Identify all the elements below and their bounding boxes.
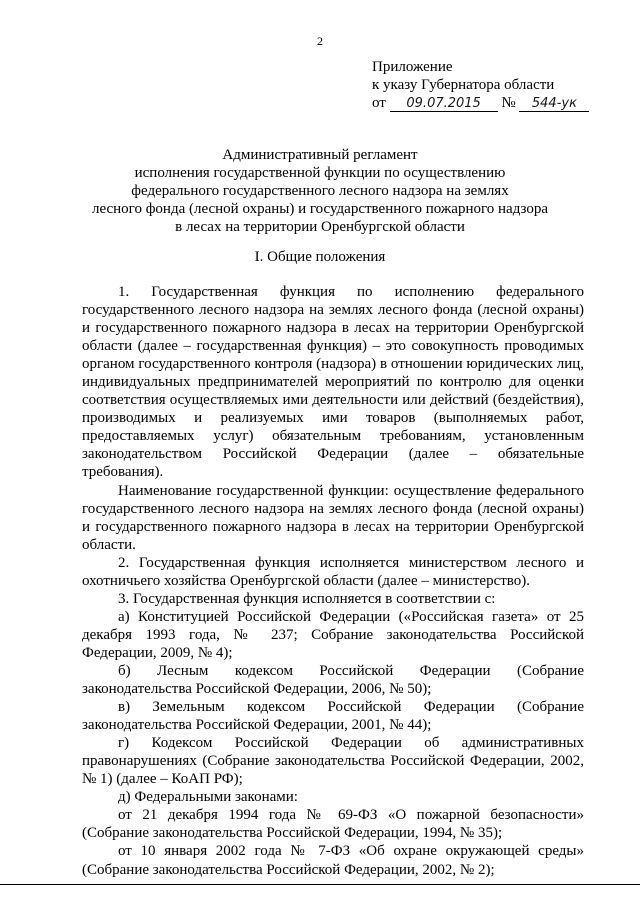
handwritten-number: 544-ук xyxy=(519,97,589,112)
paragraph-11: от 10 января 2002 года № 7-ФЗ «Об охране окружающей среды» (Собрание законодательства Российской Федерации, 2002, № 2); xyxy=(82,843,584,878)
paragraph-1: 1. Государственная функция по исполнению федерального государственного лесного надзора на землях лесного фонда (лесной охраны) и государственного пожарного надзора в лесах на территории Оренбургской области (далее – государственная функция) – это совокупность проводимых органом государственного контроля (надзора) в отношении юридических лиц, индивидуальных предпринимателей мероприятий по контролю для оценки соответствия осуществляемых ими деятельности или действий (бездействия), производимых и реализуемых ими товаров (выполняемых работ, предоставляемых услуг) обязательным требованиям, установленным законодательством Российской Федерации (далее – обязательные требования). xyxy=(82,284,584,481)
body-text xyxy=(82,283,584,879)
appendix-decree-reference: к указу Губернатора области xyxy=(372,77,555,93)
date-prefix: от xyxy=(372,95,386,111)
paragraph-6: б) Лесным кодексом Российской Федерации (Собрание законодательства Российской Федерации, 2006, № 50); xyxy=(82,662,584,698)
appendix-label: Приложение xyxy=(372,59,453,75)
handwritten-date: 09.07.2015 xyxy=(390,97,498,112)
title-line-5: в лесах на территории Оренбургской области xyxy=(175,219,465,235)
title-line-3: федерального государственного лесного надзора на землях xyxy=(131,183,509,199)
document-title xyxy=(60,146,580,236)
section-heading: I. Общие положения xyxy=(254,249,386,265)
title-line-4: лесного фонда (лесной охраны) и государственного пожарного надзора xyxy=(91,201,549,217)
paragraph-3: 2. Государственная функция исполняется министерством лесного и охотничьего хозяйства Оренбургской области (далее – министерство). xyxy=(82,554,584,589)
title-line-1: Административный регламент xyxy=(222,147,418,163)
footer-rule xyxy=(0,884,640,885)
paragraph-9: д) Федеральными законами: xyxy=(118,789,298,806)
paragraph-8: г) Кодексом Российской Федерации об административных правонарушениях (Собрание законодательства Российской Федерации, 2002, № 1) (далее – КоАП РФ); xyxy=(82,735,584,788)
paragraph-7: в) Земельным кодексом Российской Федерации (Собрание законодательства Российской Федерации, 2001, № 44); xyxy=(82,699,584,734)
title-line-2: исполнения государственной функции по осуществлению xyxy=(134,165,506,181)
paragraph-2: Наименование государственной функции: осуществление федерального государственного лесного надзора на землях лесного фонда (лесной охраны) и государственного пожарного надзора в лесах на территории Оренбургской области. xyxy=(82,482,584,553)
paragraph-5: а) Конституцией Российской Федерации («Российская газета» от 25 декабря 1993 года, № 237; Собрание законодательства Российской Федерации, 2009, № 4); xyxy=(82,608,584,661)
number-prefix: № xyxy=(501,95,516,111)
appendix-date-number-line xyxy=(372,94,589,112)
page-number: 2 xyxy=(317,34,323,48)
paragraph-4: 3. Государственная функция исполняется в соответствии с: xyxy=(118,590,496,607)
paragraph-10: от 21 декабря 1994 года № 69-ФЗ «О пожарной безопасности» (Собрание законодательства Российской Федерации, 1994, № 35); xyxy=(82,807,584,842)
appendix-block xyxy=(372,58,589,112)
